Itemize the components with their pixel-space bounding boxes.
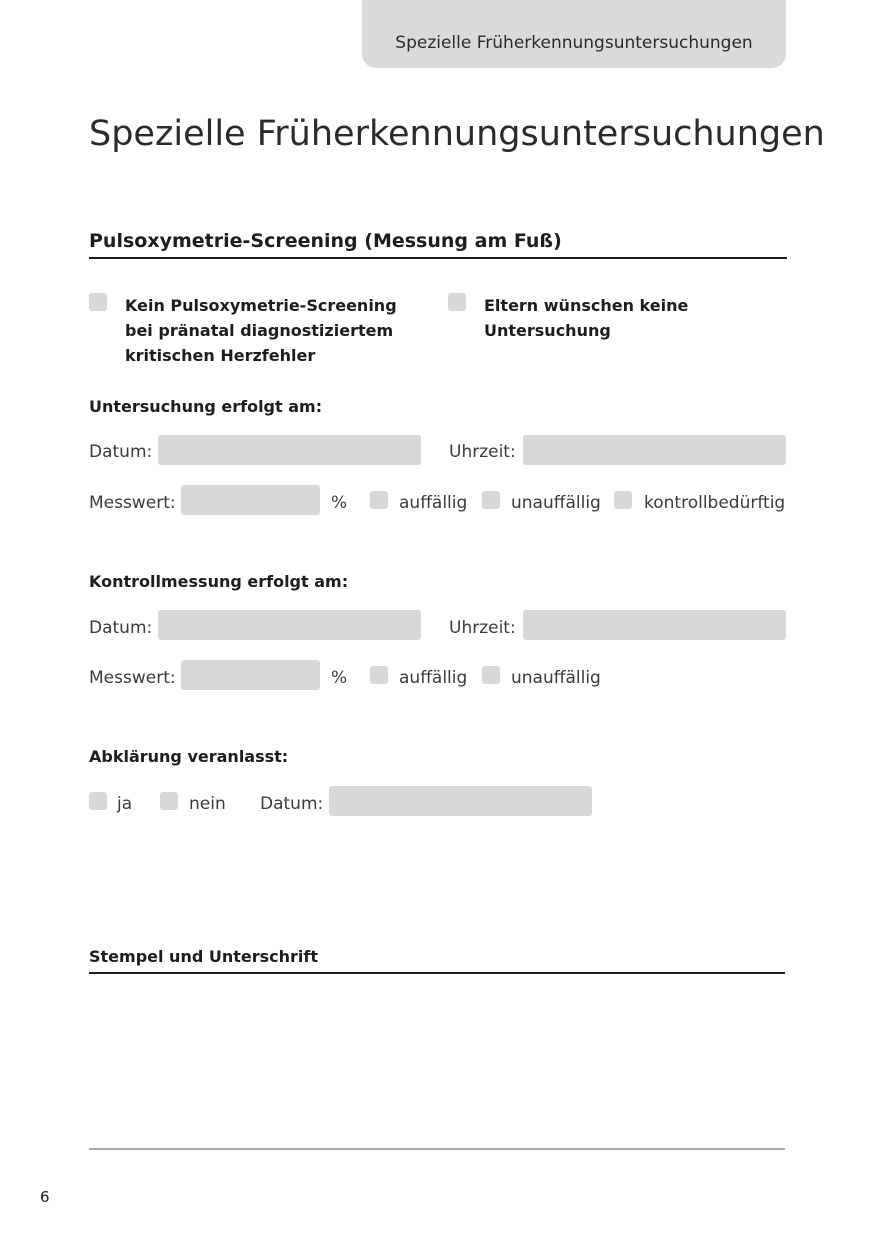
section-title: Pulsoxymetrie-Screening (Messung am Fuß) (89, 230, 562, 252)
clarification-yes-label: ja (117, 794, 133, 814)
control-abnormal-label: auffällig (399, 668, 468, 688)
header-tab (362, 0, 786, 68)
signature-divider (89, 972, 785, 974)
exam-control-label: kontrollbedürftig (644, 493, 786, 513)
control-normal-checkbox[interactable] (482, 666, 500, 684)
control-time-field[interactable] (523, 610, 786, 640)
exam-normal-label: unauffällig (511, 493, 601, 513)
clarification-no-label: nein (189, 794, 226, 814)
exam-date-label: Datum: (89, 442, 153, 462)
no-screening-line-2: bei pränatal diagnostiziertem (125, 321, 394, 340)
parents-decline-line-1: Eltern wünschen keine (484, 296, 689, 315)
parents-decline-line-2: Untersuchung (484, 321, 611, 340)
no-screening-label (125, 293, 397, 368)
page-title: Spezielle Früherkennungsuntersuchungen (89, 114, 825, 154)
control-heading: Kontrollmessung erfolgt am: (89, 572, 349, 591)
control-date-label: Datum: (89, 618, 153, 638)
no-screening-line-1: Kein Pulsoxymetrie-Screening (125, 296, 397, 315)
exam-heading: Untersuchung erfolgt am: (89, 397, 323, 416)
header-tab-label: Spezielle Früherkennungsuntersuchungen (395, 33, 753, 53)
clarification-date-label: Datum: (260, 794, 324, 814)
exam-date-field[interactable] (158, 435, 421, 465)
signature-line (89, 1148, 785, 1150)
exam-control-checkbox[interactable] (614, 491, 632, 509)
exam-value-label: Messwert: (89, 493, 176, 513)
control-abnormal-checkbox[interactable] (370, 666, 388, 684)
signature-heading: Stempel und Unterschrift (89, 947, 319, 966)
clarification-no-checkbox[interactable] (160, 792, 178, 810)
exam-abnormal-label: auffällig (399, 493, 468, 513)
control-time-label: Uhrzeit: (449, 618, 516, 638)
control-value-label: Messwert: (89, 668, 176, 688)
section-divider (89, 257, 787, 259)
page-number: 6 (40, 1188, 50, 1206)
exam-time-label: Uhrzeit: (449, 442, 516, 462)
exam-unit: % (331, 493, 348, 513)
exam-time-field[interactable] (523, 435, 786, 465)
parents-decline-label (484, 293, 688, 343)
control-date-field[interactable] (158, 610, 421, 640)
exam-abnormal-checkbox[interactable] (370, 491, 388, 509)
parents-decline-checkbox[interactable] (448, 293, 466, 311)
exam-normal-checkbox[interactable] (482, 491, 500, 509)
control-value-field[interactable] (181, 660, 320, 690)
clarification-heading: Abklärung veranlasst: (89, 747, 289, 766)
control-unit: % (331, 668, 348, 688)
clarification-yes-checkbox[interactable] (89, 792, 107, 810)
exam-value-field[interactable] (181, 485, 320, 515)
no-screening-checkbox[interactable] (89, 293, 107, 311)
control-normal-label: unauffällig (511, 668, 601, 688)
clarification-date-field[interactable] (329, 786, 592, 816)
no-screening-line-3: kritischen Herzfehler (125, 346, 316, 365)
